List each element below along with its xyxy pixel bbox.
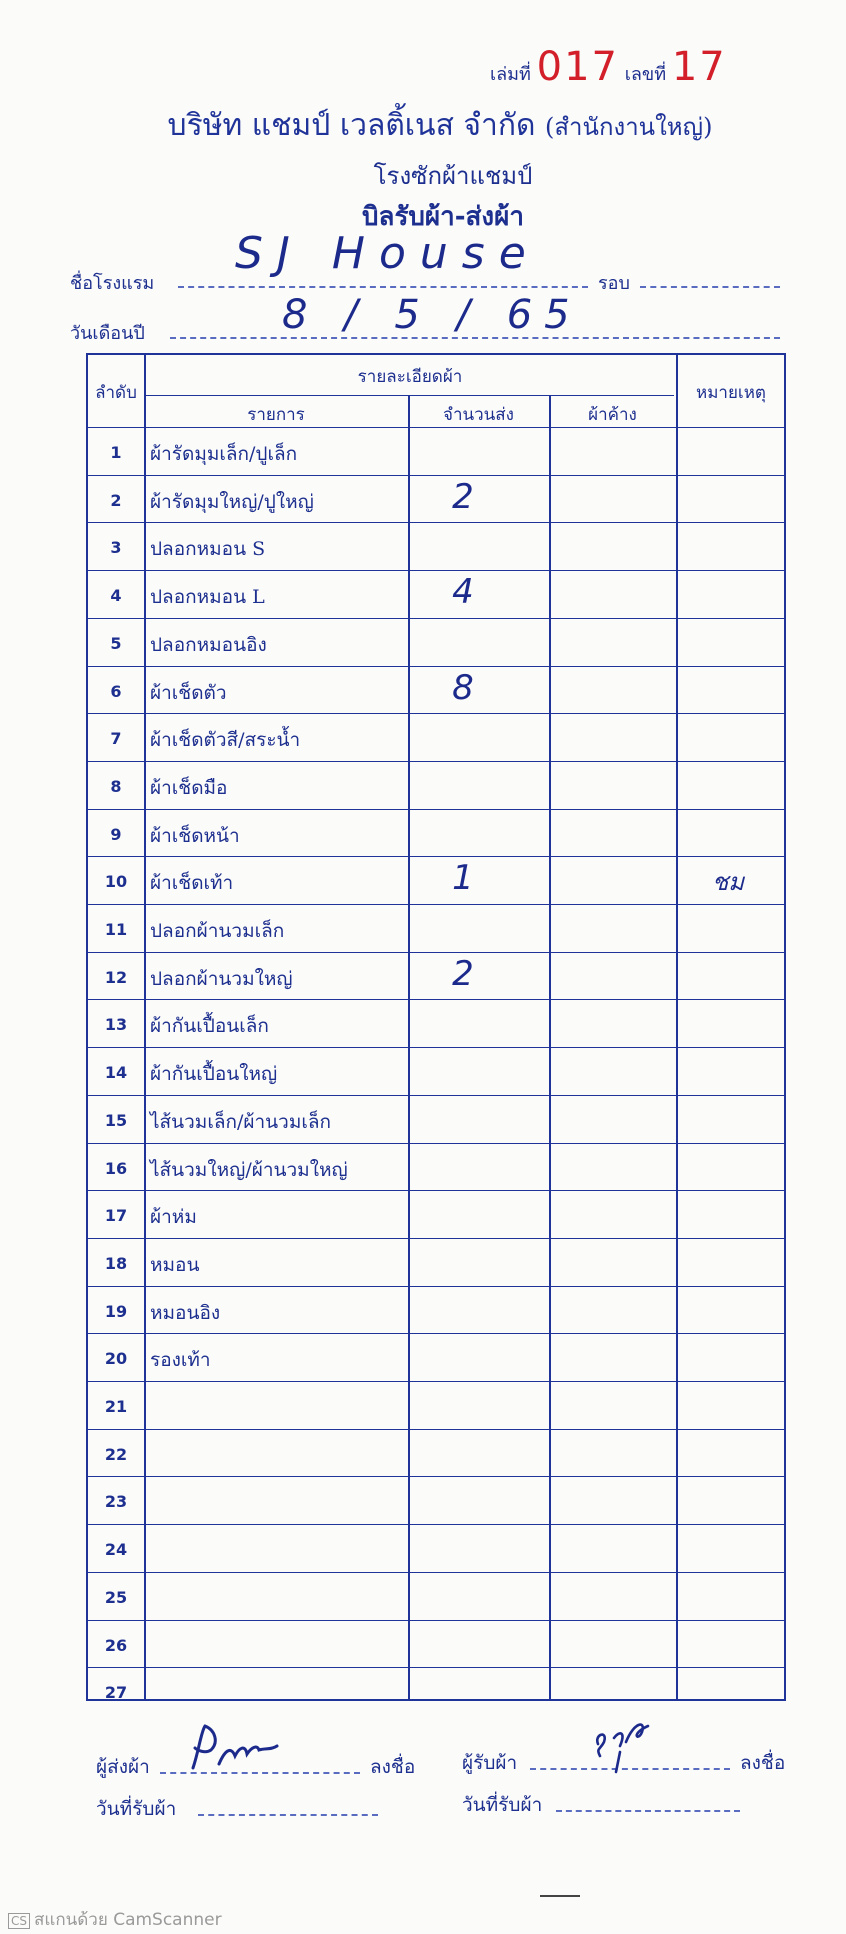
date-label: วันเดือนปี (70, 323, 145, 344)
row-number: 1 (110, 443, 122, 462)
row-item: ผ้าเช็ดตัวสี/สระน้ำ (150, 729, 301, 752)
row-item: ผ้าเช็ดมือ (150, 776, 228, 799)
round-underline (640, 286, 780, 288)
table-row (88, 952, 784, 1000)
row-number: 10 (104, 872, 128, 892)
row-item: ไส้นวมเล็ก/ผ้านวมเล็ก (150, 1110, 332, 1133)
row-number: 25 (104, 1587, 128, 1607)
table-row (88, 713, 784, 761)
row-divider (88, 475, 784, 476)
row-number: 24 (104, 1540, 128, 1560)
col-sent-header: จำนวนส่ง (443, 405, 514, 425)
row-number: 9 (110, 824, 122, 844)
row-item: ผ้าเช็ดหน้า (150, 824, 240, 847)
row-item: ผ้าเช็ดเท้า (150, 872, 234, 895)
row-item: หมอนอิง (150, 1301, 221, 1324)
table-row (88, 666, 784, 714)
table-row (88, 1620, 784, 1668)
table-row (88, 522, 784, 570)
col-details-header: รายละเอียดผ้า (357, 367, 463, 387)
row-number: 17 (104, 1206, 128, 1226)
sender-label: ผู้ส่งผ้า (96, 1756, 150, 1778)
table-row (88, 1047, 784, 1095)
row-divider (88, 1190, 784, 1191)
col-remark-header: หมายเหตุ (696, 383, 766, 403)
row-number: 19 (104, 1301, 128, 1321)
col-owed-header: ผ้าค้าง (588, 405, 637, 425)
table-row (88, 1286, 784, 1334)
receiver-date-line (556, 1810, 740, 1812)
hotel-underline (178, 286, 588, 288)
row-item: ผ้ากันเปื้อนใหญ่ (150, 1063, 278, 1086)
row-number: 4 (110, 586, 122, 606)
row-divider (88, 1238, 784, 1239)
row-item: ปลอกหมอน L (150, 586, 265, 609)
row-item: หมอน (150, 1253, 200, 1276)
row-number: 2 (110, 490, 122, 510)
table-row (88, 1476, 784, 1524)
col-no-header: ลำดับ (95, 383, 137, 403)
camscanner-text: สแกนด้วย CamScanner (34, 1910, 222, 1930)
hotel-value: SJ House (235, 228, 540, 279)
row-item: ผ้าเช็ดตัว (150, 681, 227, 704)
row-number: 11 (104, 920, 128, 939)
table-row (88, 427, 784, 475)
row-number: 26 (104, 1635, 128, 1655)
receiver-received-date-label: วันที่รับผ้า (462, 1794, 543, 1816)
bill-title: บิลรับผ้า-ส่งผ้า (362, 202, 524, 232)
row-divider (88, 856, 784, 857)
sender-date-line (198, 1814, 378, 1816)
factory-name: โรงซักผ้าแชมป์ (373, 162, 533, 190)
bill-number: 17 (671, 44, 727, 90)
table-row (88, 1238, 784, 1286)
company-branch: (สำนักงานใหญ่) (545, 113, 713, 141)
row-divider (88, 1667, 784, 1668)
row-number: 7 (110, 729, 122, 749)
company-title: บริษัท แชมป์ เวลติ้เนส จำกัด (167, 108, 536, 143)
row-item: ผ้ารัดมุมใหญ่/ปูใหญ่ (150, 490, 314, 513)
header-divider (144, 395, 674, 396)
row-divider (88, 1095, 784, 1096)
sender-signature (185, 1720, 295, 1780)
camscanner-logo-icon: CS (8, 1913, 30, 1929)
book-label: เล่มที่ (490, 64, 531, 85)
company-name (110, 102, 770, 149)
scan-mark (540, 1895, 580, 1897)
row-divider (88, 1143, 784, 1144)
table-row (88, 761, 784, 809)
col-item-header: รายการ (247, 405, 305, 425)
row-divider (88, 1333, 784, 1334)
table-row (88, 1572, 784, 1620)
book-number: 017 (536, 44, 620, 90)
receiver-label: ผู้รับผ้า (462, 1752, 518, 1774)
row-divider (88, 1429, 784, 1430)
row-divider (88, 666, 784, 667)
row-divider (88, 1476, 784, 1477)
row-item: ปลอกหมอน S (150, 538, 266, 561)
row-divider (88, 618, 784, 619)
row-divider (88, 1524, 784, 1525)
receiver-sign-label: ลงชื่อ (740, 1752, 786, 1774)
row-divider (88, 952, 784, 953)
row-item: ผ้าห่ม (150, 1206, 197, 1229)
table-row (88, 618, 784, 666)
row-number: 27 (104, 1683, 128, 1703)
row-divider (88, 522, 784, 523)
table-row (88, 904, 784, 952)
table-row (88, 570, 784, 618)
row-number: 22 (104, 1444, 128, 1464)
table-row (88, 1429, 784, 1477)
row-divider (88, 1381, 784, 1382)
round-label: รอบ (598, 273, 630, 294)
row-remark: ชม (711, 868, 745, 897)
book-number-line (490, 44, 790, 94)
row-item: ปลอกหมอนอิง (150, 633, 267, 656)
row-sent-qty: 4 (452, 572, 474, 613)
row-number: 5 (110, 633, 122, 653)
row-number: 12 (104, 967, 128, 987)
table-row (88, 856, 784, 904)
row-number: 13 (104, 1015, 128, 1035)
row-number: 8 (110, 776, 122, 796)
sender-received-date-label: วันที่รับผ้า (96, 1798, 177, 1820)
table-row (88, 1524, 784, 1572)
row-item: ผ้ารัดมุมเล็ก/ปูเล็ก (150, 443, 298, 465)
row-number: 16 (104, 1158, 128, 1178)
row-divider (88, 570, 784, 571)
row-sent-qty: 2 (452, 476, 474, 517)
row-divider (88, 904, 784, 905)
table-row (88, 1190, 784, 1238)
table-row (88, 1095, 784, 1143)
camscanner-watermark (8, 1906, 222, 1933)
table-row (88, 999, 784, 1047)
date-value: 8 / 5 / 65 (282, 292, 582, 338)
row-item: รองเท้า (150, 1349, 211, 1372)
row-item: ไส้นวมใหญ่/ผ้านวมใหญ่ (150, 1158, 348, 1181)
row-number: 23 (104, 1492, 128, 1512)
row-sent-qty: 2 (452, 953, 474, 994)
receiver-signature (590, 1712, 670, 1780)
row-divider (88, 1572, 784, 1573)
row-number: 20 (104, 1349, 128, 1369)
laundry-table (86, 353, 786, 1701)
row-number: 6 (110, 681, 122, 701)
table-row (88, 1333, 784, 1381)
row-number: 15 (104, 1110, 128, 1130)
row-item: ปลอกผ้านวมใหญ่ (150, 967, 293, 990)
table-row (88, 1667, 784, 1715)
row-divider (88, 999, 784, 1000)
sender-sign-label: ลงชื่อ (370, 1756, 416, 1778)
table-row (88, 475, 784, 523)
table-row (88, 809, 784, 857)
row-divider (88, 809, 784, 810)
row-number: 21 (104, 1397, 128, 1416)
hotel-label: ชื่อโรงแรม (70, 273, 155, 294)
row-divider (88, 1620, 784, 1621)
row-divider (88, 1286, 784, 1287)
row-number: 3 (110, 538, 122, 558)
row-divider (88, 1047, 784, 1048)
table-row (88, 1143, 784, 1191)
number-label: เลขที่ (624, 64, 667, 85)
row-divider (88, 713, 784, 714)
table-row (88, 1381, 784, 1429)
row-divider (88, 761, 784, 762)
row-sent-qty: 8 (452, 667, 474, 708)
row-number: 18 (104, 1253, 128, 1273)
row-item: ปลอกผ้านวมเล็ก (150, 920, 285, 942)
row-sent-qty: 1 (452, 858, 474, 899)
row-number: 14 (104, 1063, 128, 1083)
row-item: ผ้ากันเปื้อนเล็ก (150, 1015, 269, 1038)
